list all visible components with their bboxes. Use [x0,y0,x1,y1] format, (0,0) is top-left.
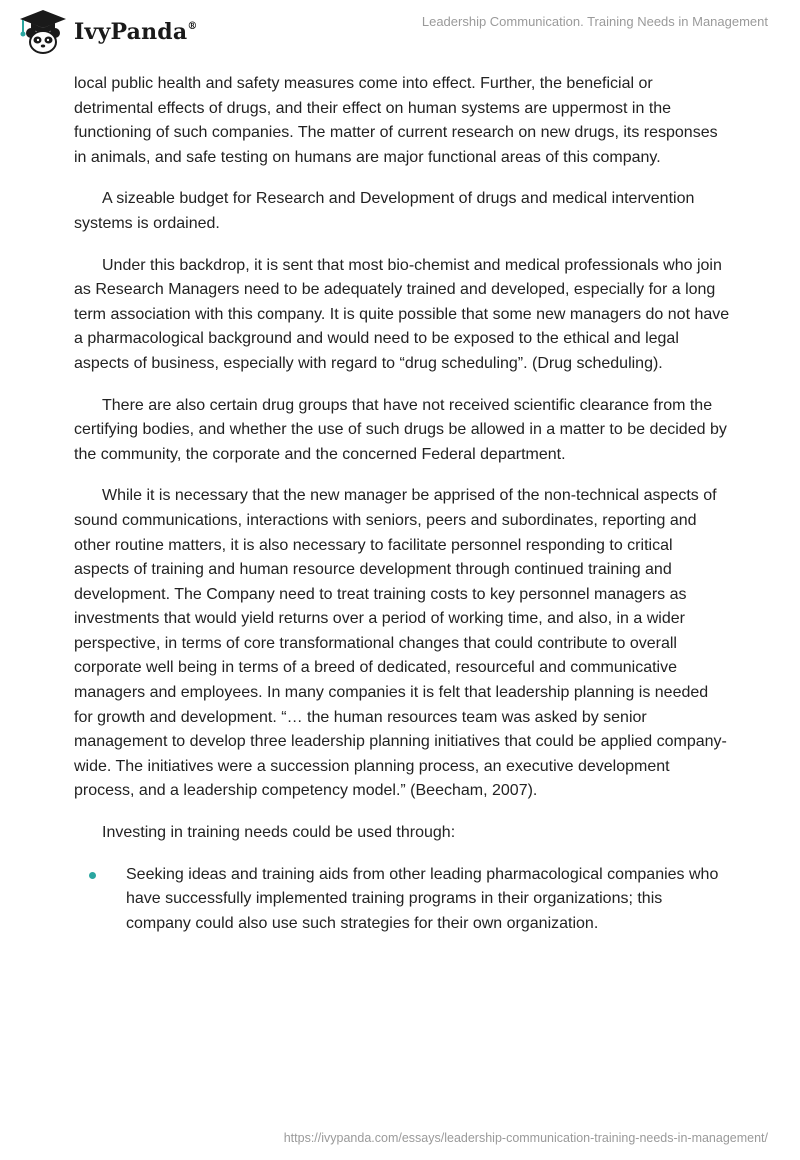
document-title: Leadership Communication. Training Needs in Management [421,14,768,29]
paragraph: While it is necessary that the new manager be apprised of the non-technical aspects of sound communications, interactions with seniors, peers and subordinates, reporting and other routine matters, it is also necessary to facilitate personnel responding to critical aspects of training and human resource development through continued training and development. The Company need to treat training costs to key personnel managers as investments that would yield returns over a period of working time, and also, in a wider perspective, in terms of core transformational changes that could contribute to overall corporate well being in terms of a breed of dedicated, resourceful and communicative managers and employees. In many companies it is felt that leadership planning is needed for growth and development. “… the human resources team was asked by senior management to develop three leadership planning initiatives that could be applied company-wide. The initiatives were a succession planning process, an executive development process, and a leadership competency model.” (Beecham, 2007). [74,487,727,800]
bullet-list [74,863,730,937]
essay-body [74,72,730,936]
source-url[interactable]: https://ivypanda.com/essays/leadership-communication-training-needs-in-management/ [283,1131,768,1145]
brand-registered-mark: ® [187,20,198,32]
list-item [74,863,730,937]
brand-name: IvyPanda® [74,19,198,45]
page-header [0,0,800,60]
paragraph: A sizeable budget for Research and Development of drugs and medical intervention systems is ordained. [74,190,695,232]
panda-graduate-icon [14,8,72,56]
ivypanda-logo[interactable] [14,8,198,56]
paragraph: local public health and safety measures come into effect. Further, the beneficial or detrimental effects of drugs, and their effect on human systems are uppermost in the functioning of such companies. The matter of current research on new drugs, its responses in animals, and safe testing on humans are major functional areas of this company. [74,75,718,166]
paragraph: Under this backdrop, it is sent that most bio-chemist and medical professionals who join as Research Managers need to be adequately trained and developed, especially for a long term association with this company. It is quite possible that some new managers do not have a pharmacological background and would need to be exposed to the ethical and legal aspects of business, especially with regard to “drug scheduling”. (Drug scheduling). [74,256,730,372]
paragraph: There are also certain drug groups that have not received scientific clearance from the certifying bodies, and whether the use of such drugs be allowed in a matter to be decided by the community, the corporate and the concerned Federal department. [74,396,727,463]
bullet-icon [89,872,96,879]
list-item-text: Seeking ideas and training aids from other leading pharmacological companies who have successfully implemented training programs in their organizations; this company could also use such strategies for their own organization. [126,865,719,932]
paragraph: Investing in training needs could be used through: [102,824,456,842]
